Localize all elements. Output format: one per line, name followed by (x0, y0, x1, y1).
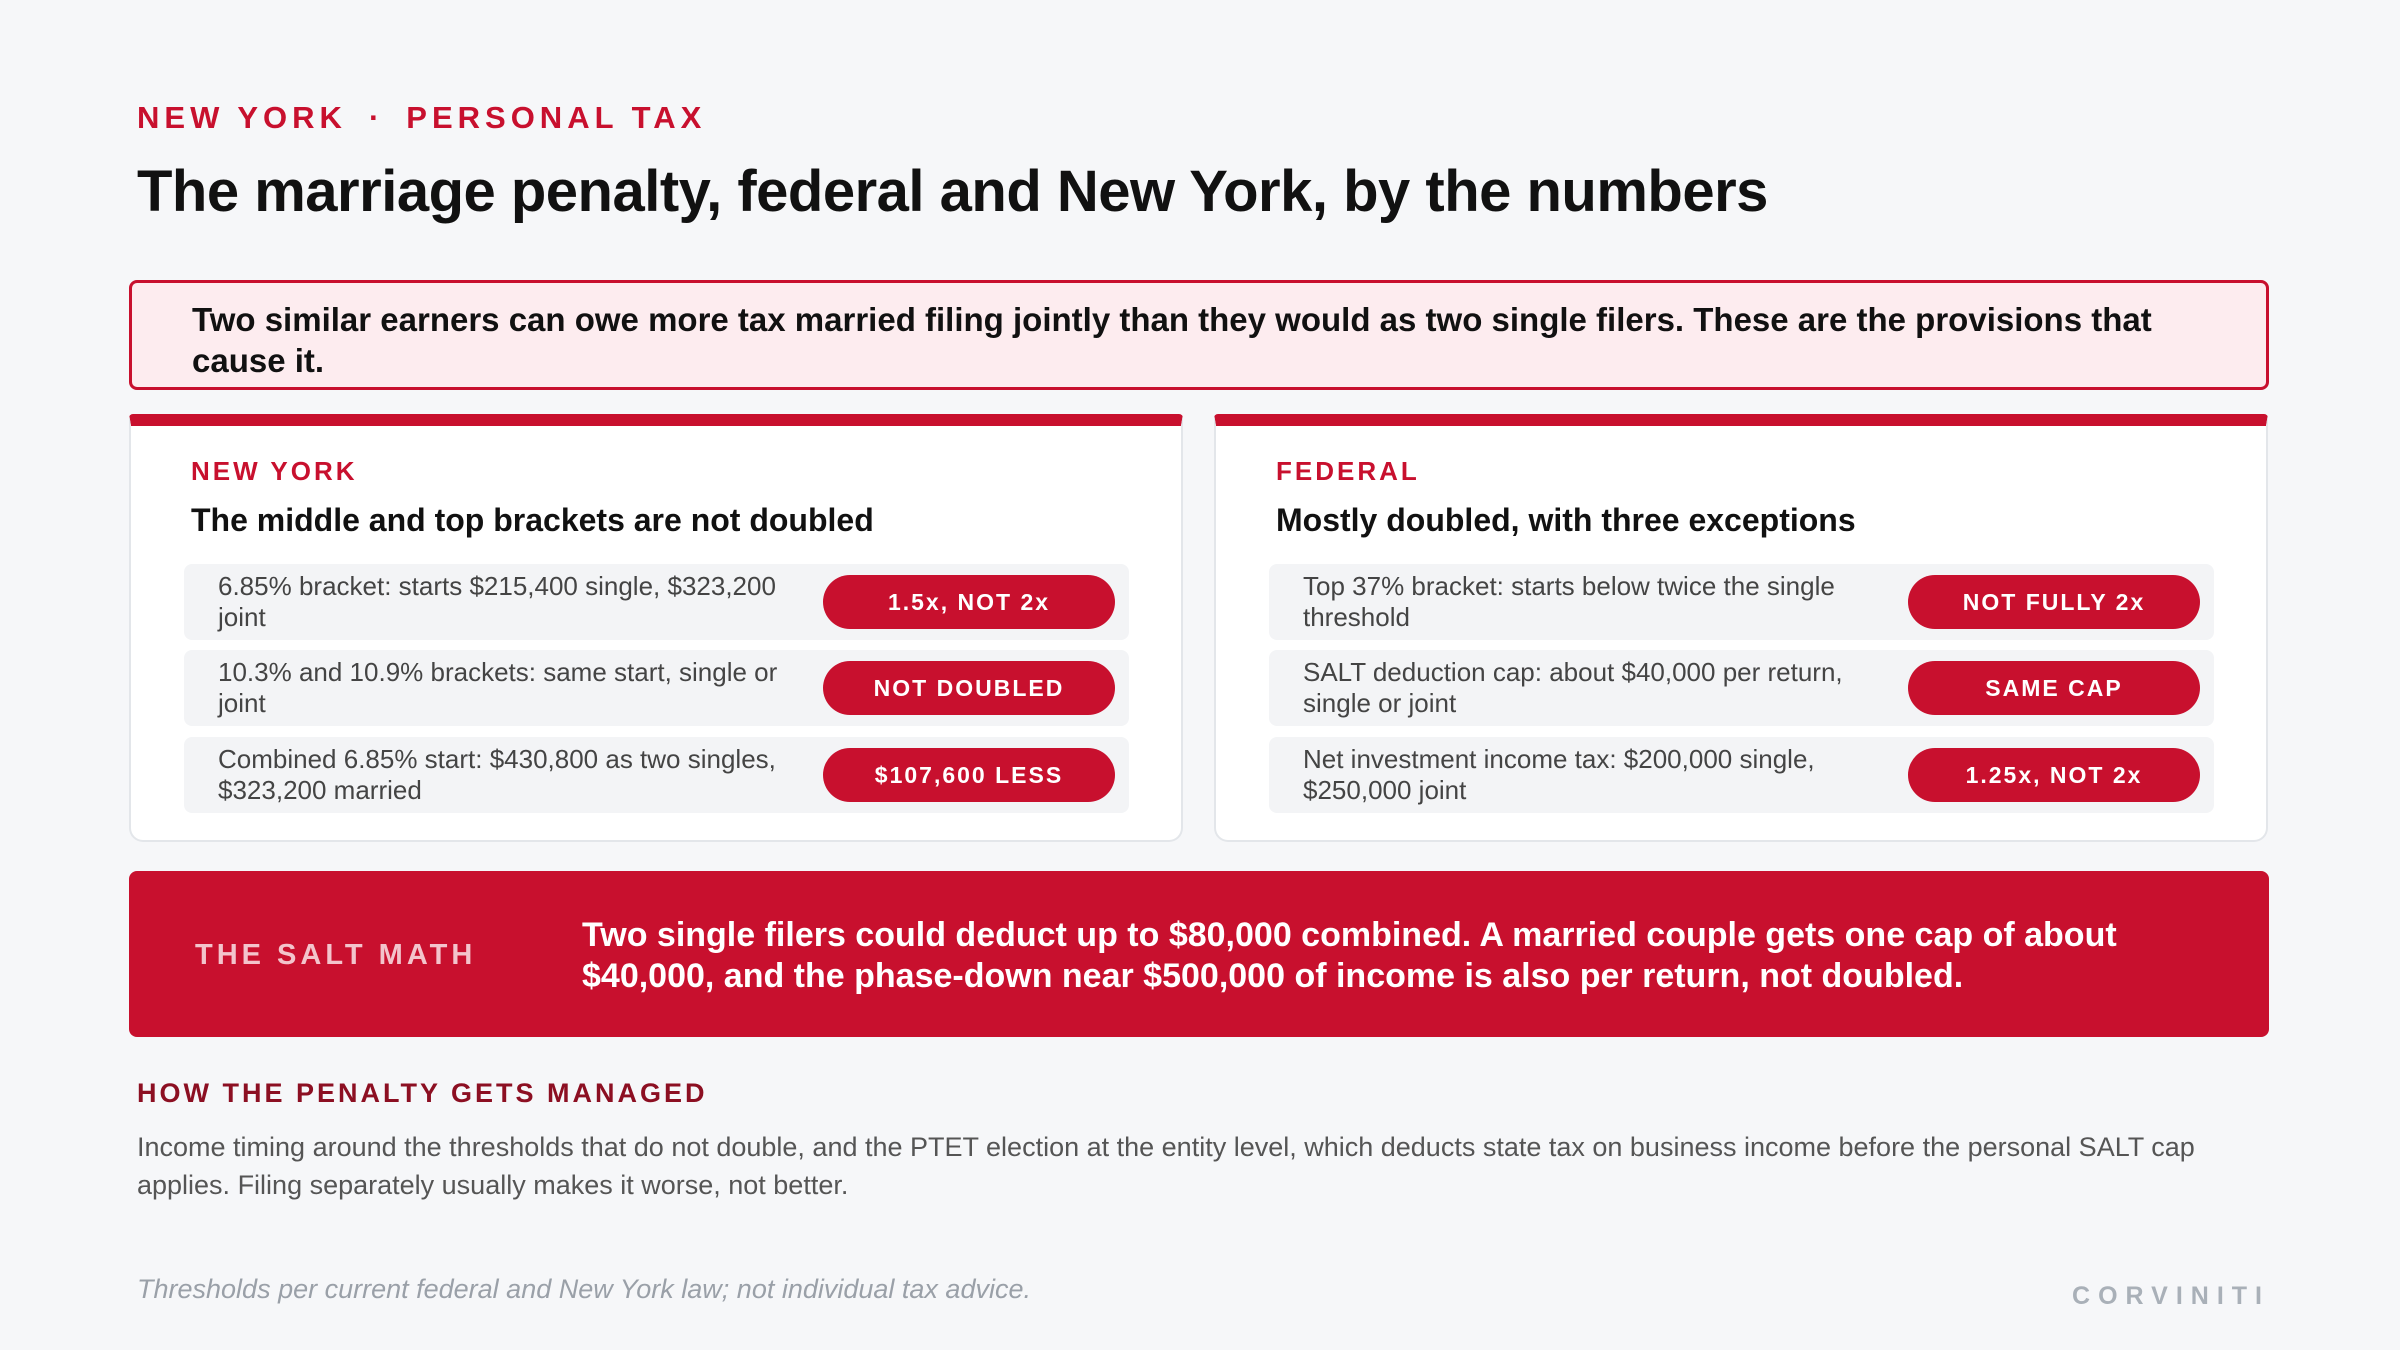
provision-badge: 1.5x, NOT 2x (823, 575, 1115, 629)
provision-text: 10.3% and 10.9% brackets: same start, single or joint (218, 657, 778, 718)
eyebrow-topic: PERSONAL TAX (406, 100, 707, 135)
intro-callout: Two similar earners can owe more tax married filing jointly than they would as two single filers. These are the provisions that cause it. (129, 280, 2269, 390)
card-heading: The middle and top brackets are not doubled (191, 502, 874, 538)
eyebrow (137, 100, 706, 136)
provision-badge: SAME CAP (1908, 661, 2200, 715)
footnote: Thresholds per current federal and New York law; not individual tax advice. (137, 1274, 1031, 1304)
new-york-card (129, 414, 1183, 842)
provision-row (1269, 737, 2214, 813)
section-heading: HOW THE PENALTY GETS MANAGED (137, 1078, 708, 1108)
card-heading: Mostly doubled, with three exceptions (1276, 502, 1856, 538)
provision-row (184, 564, 1129, 640)
salt-math-banner (129, 871, 2269, 1037)
banner-label: THE SALT MATH (195, 939, 477, 971)
card-label: NEW YORK (191, 456, 358, 486)
provision-row (1269, 564, 2214, 640)
provision-badge: $107,600 LESS (823, 748, 1115, 802)
brand-wordmark: CORVINITI (2072, 1282, 2270, 1310)
provision-text: 6.85% bracket: starts $215,400 single, $323,200 joint (218, 571, 776, 632)
provision-text: Net investment income tax: $200,000 single, $250,000 joint (1303, 744, 1815, 805)
card-label: FEDERAL (1276, 456, 1420, 486)
provision-row (1269, 650, 2214, 726)
provision-badge: 1.25x, NOT 2x (1908, 748, 2200, 802)
provision-row (184, 650, 1129, 726)
federal-card (1214, 414, 2268, 842)
eyebrow-state: NEW YORK (137, 100, 347, 135)
provision-text: Combined 6.85% start: $430,800 as two singles, $323,200 married (218, 744, 776, 805)
provision-text: SALT deduction cap: about $40,000 per return, single or joint (1303, 657, 1843, 718)
banner-text: Two single filers could deduct up to $80,000 combined. A married couple gets one cap of about $40,000, and the phase-down near $500,000 of income is also per return, not doubled. (582, 916, 2117, 995)
page-title: The marriage penalty, federal and New York, by the numbers (137, 159, 1768, 224)
eyebrow-separator: · (368, 100, 385, 135)
provision-badge: NOT FULLY 2x (1908, 575, 2200, 629)
provision-badge: NOT DOUBLED (823, 661, 1115, 715)
section-body: Income timing around the thresholds that do not double, and the PTET election at the entity level, which deducts state tax on business income before the personal SALT cap applies. Filing separately usually makes it worse, not better. (137, 1132, 2195, 1200)
provision-row (184, 737, 1129, 813)
provision-text: Top 37% bracket: starts below twice the single threshold (1303, 571, 1835, 632)
